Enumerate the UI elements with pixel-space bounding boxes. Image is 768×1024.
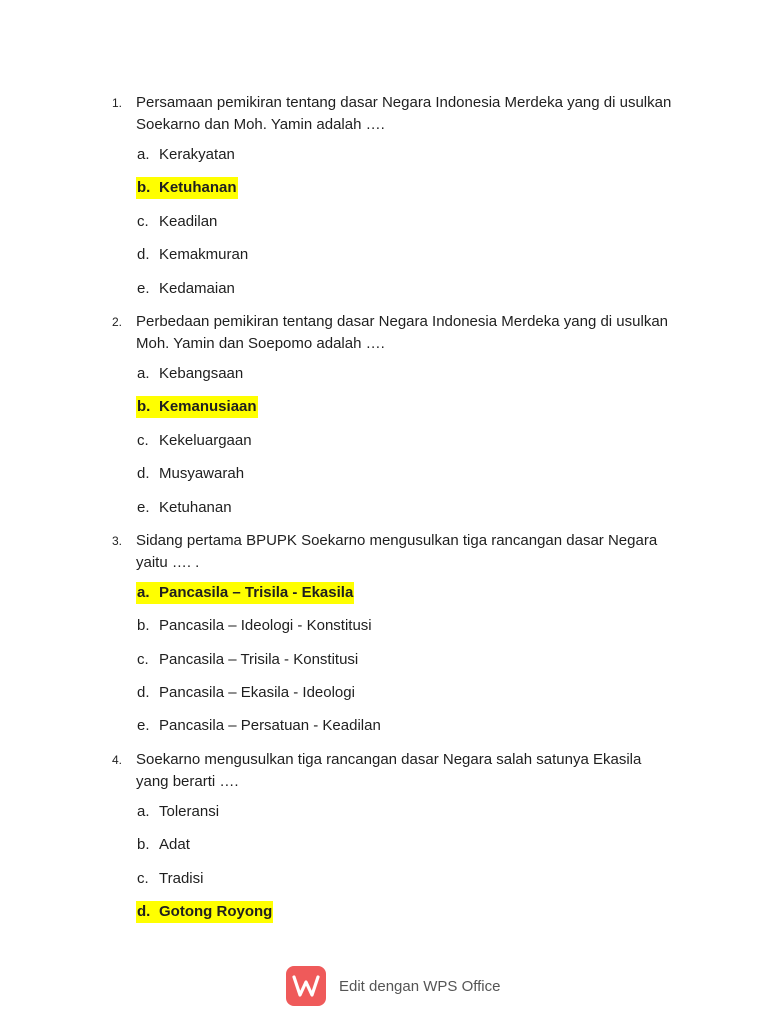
option-letter: c. (137, 212, 149, 230)
option-text: Kekeluargaan (159, 431, 252, 449)
option-text: Gotong Royong (159, 903, 273, 921)
option-letter: e. (137, 279, 150, 297)
answer-option (136, 649, 768, 682)
option-text: Kerakyatan (159, 146, 235, 163)
answer-option (136, 834, 768, 867)
answer-option (136, 211, 768, 244)
question-number: 4. (112, 752, 123, 767)
option-line (136, 868, 204, 890)
option-text: Musyawarah (159, 465, 245, 483)
option-letter: d. (137, 246, 150, 264)
option-line (136, 649, 359, 671)
option-line (136, 615, 373, 637)
answer-option (136, 463, 768, 496)
option-text: Kemakmuran (159, 246, 249, 264)
answer-option (136, 715, 768, 748)
question-3 (0, 530, 768, 749)
option-line (136, 834, 191, 856)
highlight-mark (136, 582, 354, 604)
highlight-mark (136, 901, 273, 923)
answer-options (0, 582, 768, 749)
option-text: Pancasila – Ekasila - Ideologi (159, 684, 355, 702)
option-letter: d. (137, 684, 150, 702)
answer-option (136, 497, 768, 530)
answer-option (136, 868, 768, 901)
option-text: Keadilan (159, 212, 218, 230)
answer-option-correct (136, 177, 768, 210)
option-line (136, 144, 236, 166)
option-line (136, 497, 233, 519)
answer-option-correct (136, 396, 768, 429)
answer-option (136, 144, 768, 177)
answer-option (136, 430, 768, 463)
option-letter: b. (137, 617, 150, 635)
option-line (136, 211, 218, 233)
question-text: Perbedaan pemikiran tentang dasar Negara Indonesia Merdeka yang di usulkan Moh. Yamin dan Soepomo adalah …. (136, 312, 669, 352)
answer-option (136, 615, 768, 648)
answer-option (136, 278, 768, 311)
question-text: Persamaan pemikiran tentang dasar Negara Indonesia Merdeka yang di usulkan Soekarno dan Moh. Yamin adalah …. (136, 94, 672, 133)
option-letter: a. (137, 802, 150, 820)
answer-option (136, 244, 768, 277)
question-text: Soekarno mengusulkan tiga rancangan dasar Negara salah satunya Ekasila yang berarti …. (136, 750, 642, 790)
question-1 (0, 92, 768, 311)
option-line (136, 715, 382, 737)
option-text: Kemanusiaan (159, 398, 257, 416)
answer-options (0, 144, 768, 311)
footer-edit-link[interactable]: Edit dengan WPS Office (339, 977, 501, 995)
option-text: Ketuhanan (159, 179, 237, 197)
answer-option (136, 801, 768, 834)
option-letter: a. (137, 583, 150, 601)
option-line (136, 463, 245, 485)
question-4 (0, 749, 768, 935)
option-text: Ketuhanan (159, 498, 232, 516)
option-letter: e. (137, 498, 150, 516)
option-letter: b. (137, 398, 151, 416)
option-text: Pancasila – Persatuan - Keadilan (159, 717, 381, 735)
option-letter: a. (137, 146, 150, 163)
option-text: Adat (159, 836, 190, 854)
option-line (136, 278, 236, 300)
highlight-mark (136, 177, 238, 199)
wps-office-logo-icon[interactable] (286, 966, 326, 1006)
option-text: Pancasila – Ideologi - Konstitusi (159, 617, 372, 635)
option-letter: b. (137, 836, 150, 854)
document-body (0, 92, 768, 934)
option-text: Pancasila – Trisila - Konstitusi (159, 650, 359, 668)
option-letter: a. (137, 364, 150, 382)
option-line (136, 801, 220, 823)
option-text: Tradisi (159, 869, 204, 887)
answer-option-correct (136, 582, 768, 615)
question-2 (0, 311, 768, 530)
answer-options (0, 801, 768, 935)
answer-option (136, 363, 768, 396)
highlight-mark (136, 396, 258, 418)
option-text: Toleransi (159, 802, 220, 820)
option-letter: c. (137, 431, 149, 449)
answer-options (0, 363, 768, 530)
option-letter: d. (137, 903, 151, 921)
option-line (136, 682, 356, 704)
question-number: 2. (112, 314, 123, 329)
option-text: Kedamaian (159, 279, 235, 297)
answer-option (136, 682, 768, 715)
option-letter: b. (137, 179, 151, 197)
wps-footer[interactable] (286, 964, 500, 1008)
question-number: 1. (112, 96, 123, 110)
answer-option-correct (136, 901, 768, 934)
option-letter: d. (137, 465, 150, 483)
option-letter: c. (137, 650, 149, 668)
option-text: Pancasila – Trisila - Ekasila (159, 583, 354, 601)
option-letter: e. (137, 717, 150, 735)
question-text: Sidang pertama BPUPK Soekarno mengusulkan tiga rancangan dasar Negara yaitu …. . (136, 531, 658, 571)
option-line (136, 363, 244, 385)
option-text: Kebangsaan (159, 364, 244, 382)
option-line (136, 430, 253, 452)
option-letter: c. (137, 869, 149, 887)
option-line (136, 244, 249, 266)
question-number: 3. (112, 533, 123, 548)
